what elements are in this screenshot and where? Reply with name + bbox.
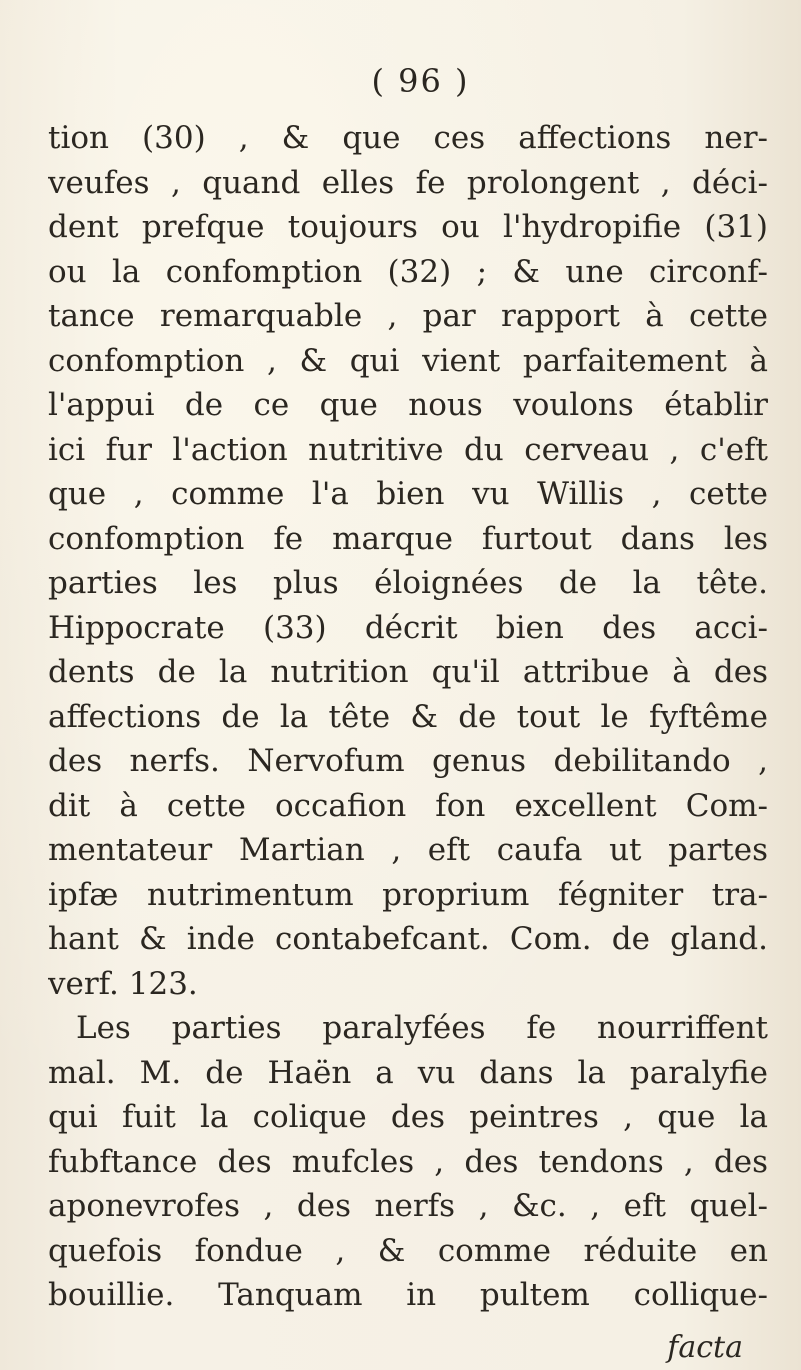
text-line: Hippocrate (33) décrit bien des acci- [48, 609, 768, 646]
text-line: confomption , & qui vient parfaitement à [48, 342, 768, 379]
text-line: tion (30) , & que ces affections ner- [48, 120, 768, 156]
body-text [48, 116, 768, 1318]
text-line: dent prefque toujours ou l'hydropifie (31) [48, 209, 768, 245]
text-line: confomption fe marque furtout dans les [48, 520, 768, 557]
text-line: ici fur l'action nutritive du cerveau , c'eft [48, 431, 768, 468]
text-line: hant & inde contabefcant. Com. de gland. [48, 921, 768, 957]
text-line: que , comme l'a bien vu Willis , cette [48, 476, 768, 512]
text-line: ipfæ nutrimentum proprium fégniter tra- [48, 876, 768, 913]
text-line: mal. M. de Haën a vu dans la paralyfie [48, 1054, 768, 1091]
text-line: aponevrofes , des nerfs , &c. , eft quel- [48, 1188, 768, 1224]
text-line: quefois fondue , & comme réduite en [48, 1232, 768, 1269]
text-line: des nerfs. Nervofum genus debilitando , [48, 743, 768, 779]
text-line: affections de la tête & de tout le fyftême [48, 698, 768, 735]
text-line: dit à cette occafion fon excellent Com- [48, 787, 768, 824]
text-line: veufes , quand elles fe prolongent , déci- [48, 164, 768, 201]
text-line: Les parties paralyfées fe nourriffent [76, 1010, 768, 1046]
text-line: parties les plus éloignées de la tête. [48, 565, 768, 601]
text-line: tance remarquable , par rapport à cette [48, 298, 768, 334]
page-number: ( 96 ) [371, 62, 470, 100]
text-line: verf. 123. [48, 965, 198, 1002]
text-line: fubftance des mufcles , des tendons , des [48, 1143, 768, 1180]
text-line: bouillie. Tanquam in pultem collique- [48, 1277, 768, 1313]
text-line: qui fuit la colique des peintres , que la [48, 1099, 768, 1135]
text-line: l'appui de ce que nous voulons établir [48, 387, 768, 423]
text-line: mentateur Martian , eft caufa ut partes [48, 832, 768, 868]
text-line: dents de la nutrition qu'il attribue à des [48, 654, 768, 690]
text-line: ou la confomption (32) ; & une circonf- [48, 253, 768, 290]
catchword: facta [667, 1330, 743, 1365]
